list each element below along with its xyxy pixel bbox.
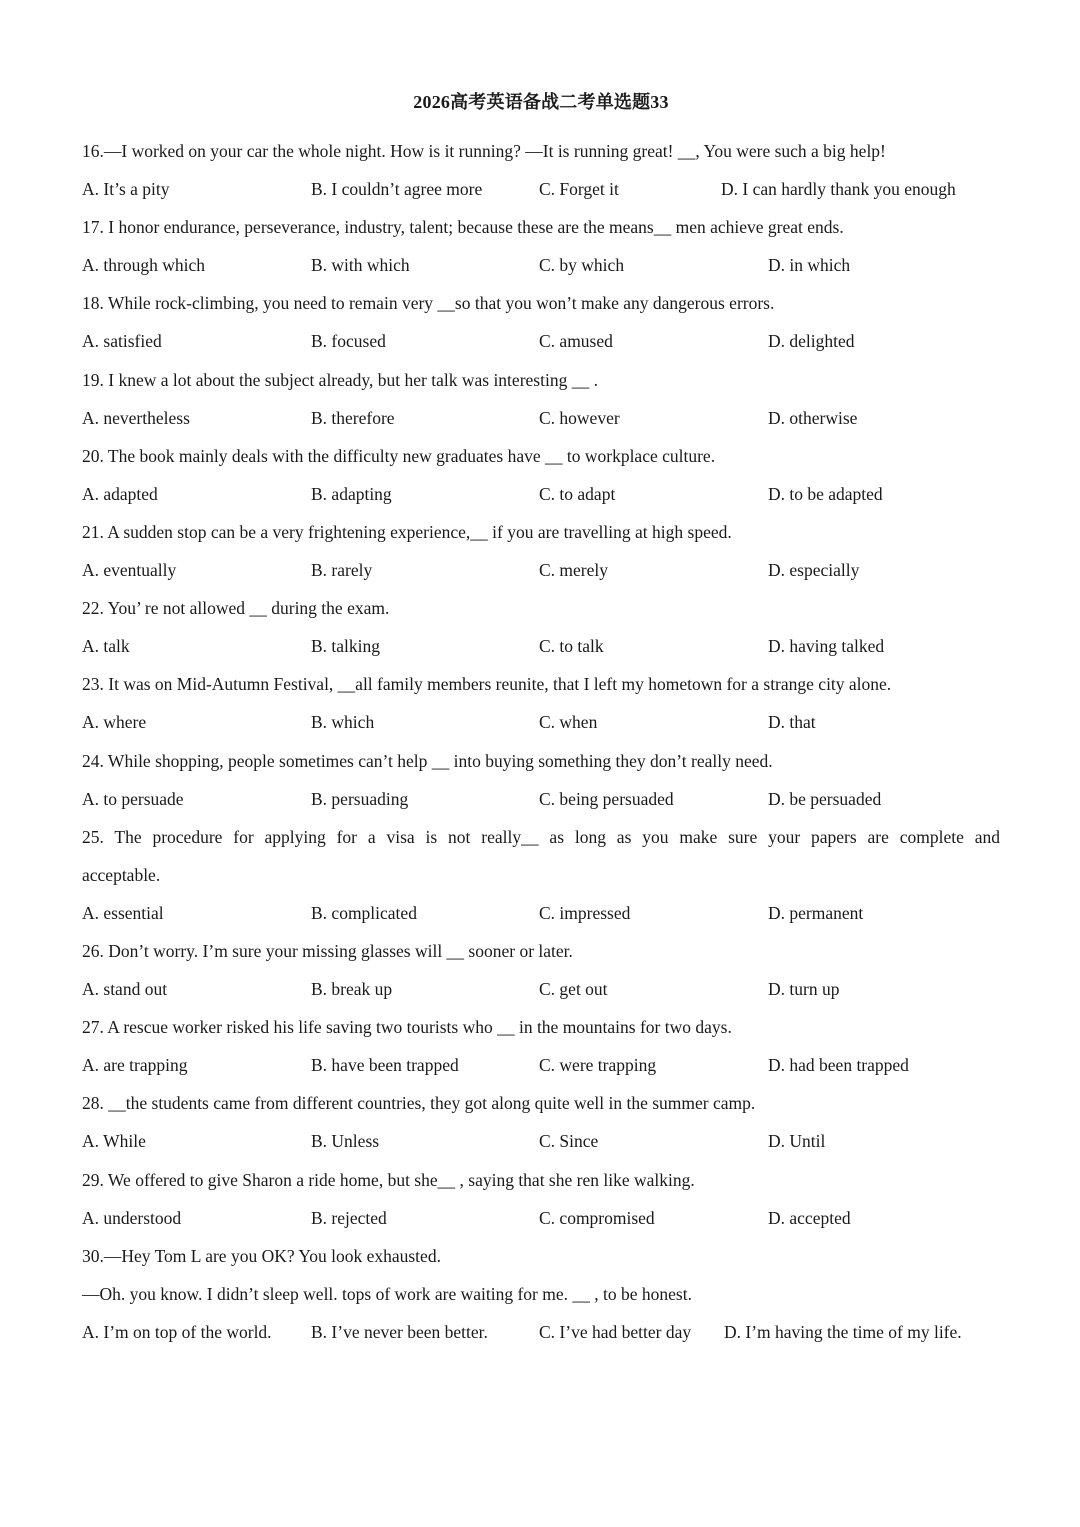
question-stem: 19. I knew a lot about the subject already, but her talk was interesting __ . — [82, 369, 598, 390]
question-stem: 17. I honor endurance, perseverance, industry, talent; because these are the means__ men achieve great ends. — [82, 217, 844, 238]
option-a: A. essential — [82, 902, 164, 923]
options-row — [82, 551, 1000, 589]
question-26 — [82, 932, 1000, 1008]
option-c: C. Since — [539, 1131, 599, 1152]
option-a: A. I’m on top of the world. — [82, 1321, 272, 1342]
option-a: A. to persuade — [82, 788, 184, 809]
question-18 — [82, 284, 1000, 360]
question-25 — [82, 818, 1000, 932]
question-29 — [82, 1161, 1000, 1237]
option-c: C. merely — [539, 560, 609, 581]
options-row — [82, 894, 1000, 932]
question-23 — [82, 665, 1000, 741]
question-stem: 29. We offered to give Sharon a ride home, but she__ , saying that she ren like walking. — [82, 1169, 695, 1190]
option-b: B. break up — [311, 979, 393, 1000]
options-row — [82, 1046, 1000, 1084]
option-c: C. compromised — [539, 1207, 655, 1228]
option-d: D. to be adapted — [768, 483, 883, 504]
question-20 — [82, 437, 1000, 513]
question-21 — [82, 513, 1000, 589]
option-a: A. stand out — [82, 979, 168, 1000]
options-row — [82, 475, 1000, 513]
options-row — [82, 170, 1000, 208]
options-row — [82, 246, 1000, 284]
option-b: B. adapting — [311, 483, 392, 504]
option-c: C. get out — [539, 979, 608, 1000]
question-stem: 28. __the students came from different countries, they got along quite well in the summer camp. — [82, 1093, 756, 1114]
question-stem: 21. A sudden stop can be a very frightening experience,__ if you are travelling at high speed. — [82, 521, 732, 542]
question-stem: 16.—I worked on your car the whole night. How is it running? —It is running great! __, You were such a big help! — [82, 141, 886, 161]
option-c: C. however — [539, 407, 620, 428]
option-b: B. complicated — [311, 902, 417, 923]
question-30 — [82, 1237, 1000, 1351]
option-d: D. delighted — [768, 331, 855, 352]
option-b: B. with which — [311, 255, 410, 276]
question-stem: 26. Don’t worry. I’m sure your missing glasses will __ sooner or later. — [82, 940, 573, 961]
question-22 — [82, 589, 1000, 665]
option-d: D. be persuaded — [768, 788, 882, 809]
option-a: A. eventually — [82, 560, 177, 581]
options-row — [82, 703, 1000, 741]
option-d: D. accepted — [768, 1207, 851, 1228]
options-row — [82, 1199, 1000, 1237]
option-b: B. Unless — [311, 1131, 380, 1152]
option-d: D. had been trapped — [768, 1055, 909, 1076]
option-d: D. that — [768, 712, 816, 733]
option-c: C. to talk — [539, 636, 604, 657]
question-stem-continued: —Oh. you know. I didn’t sleep well. tops of work are waiting for me. __ , to be honest. — [82, 1283, 692, 1304]
question-17 — [82, 208, 1000, 284]
option-b: B. rarely — [311, 560, 373, 581]
option-a: A. adapted — [82, 483, 158, 504]
option-d: D. Until — [768, 1131, 826, 1152]
option-d: D. in which — [768, 255, 851, 276]
question-stem: 30.—Hey Tom L are you OK? You look exhausted. — [82, 1245, 441, 1266]
option-b: B. therefore — [311, 407, 395, 428]
question-27 — [82, 1008, 1000, 1084]
question-stem: 18. While rock-climbing, you need to remain very __so that you won’t make any dangerous errors. — [82, 293, 775, 314]
option-a: A. where — [82, 712, 147, 733]
option-d: D. I can hardly thank you enough — [721, 179, 956, 200]
option-a: A. satisfied — [82, 331, 162, 352]
options-row — [82, 322, 1000, 360]
question-stem: 25. The procedure for applying for a visa is not really__ as long as you make sure your papers are complete and — [82, 826, 1000, 847]
option-b: B. have been trapped — [311, 1055, 459, 1076]
option-b: B. persuading — [311, 788, 409, 809]
option-d: D. especially — [768, 560, 860, 581]
options-row — [82, 399, 1000, 437]
options-row — [82, 970, 1000, 1008]
question-stem-continued: acceptable. — [82, 864, 161, 885]
question-stem: 20. The book mainly deals with the difficulty new graduates have __ to workplace culture. — [82, 445, 716, 466]
option-d: D. I’m having the time of my life. — [724, 1321, 962, 1342]
option-a: A. are trapping — [82, 1055, 188, 1076]
options-row — [82, 780, 1000, 818]
option-c: C. amused — [539, 331, 613, 352]
question-24 — [82, 742, 1000, 818]
option-a: A. through which — [82, 255, 205, 276]
option-a: A. While — [82, 1131, 146, 1152]
option-a: A. It’s a pity — [82, 179, 170, 200]
option-d: D. otherwise — [768, 407, 858, 428]
question-stem: 23. It was on Mid-Autumn Festival, __all family members reunite, that I left my hometown for a strange city alone. — [82, 674, 892, 695]
option-d: D. permanent — [768, 902, 864, 923]
option-b: B. rejected — [311, 1207, 387, 1228]
question-stem: 24. While shopping, people sometimes can’t help __ into buying something they don’t really need. — [82, 750, 773, 771]
question-28 — [82, 1084, 1000, 1160]
option-d: D. having talked — [768, 636, 885, 657]
option-c: C. being persuaded — [539, 788, 674, 809]
question-16 — [82, 132, 1000, 208]
option-d: D. turn up — [768, 979, 840, 1000]
document-page — [82, 88, 1000, 1351]
document-title: 2026高考英语备战二考单选题33 — [413, 92, 669, 112]
option-c: C. to adapt — [539, 483, 616, 504]
option-b: B. which — [311, 712, 375, 733]
option-c: C. were trapping — [539, 1055, 657, 1076]
question-stem: 22. You’ re not allowed __ during the exam. — [82, 598, 390, 619]
option-a: A. talk — [82, 636, 130, 657]
option-c: C. when — [539, 712, 598, 733]
options-row — [82, 1122, 1000, 1160]
option-a: A. understood — [82, 1207, 182, 1228]
option-b: B. talking — [311, 636, 381, 657]
option-a: A. nevertheless — [82, 407, 190, 428]
options-row — [82, 1313, 1000, 1351]
option-b: B. I couldn’t agree more — [311, 179, 483, 200]
question-stem: 27. A rescue worker risked his life saving two tourists who __ in the mountains for two days. — [82, 1017, 732, 1038]
question-19 — [82, 361, 1000, 437]
option-b: B. focused — [311, 331, 386, 352]
option-b: B. I’ve never been better. — [311, 1321, 488, 1342]
options-row — [82, 627, 1000, 665]
option-c: C. Forget it — [539, 179, 619, 200]
option-c: C. by which — [539, 255, 625, 276]
option-c: C. impressed — [539, 902, 631, 923]
option-c: C. I’ve had better day — [539, 1321, 692, 1342]
